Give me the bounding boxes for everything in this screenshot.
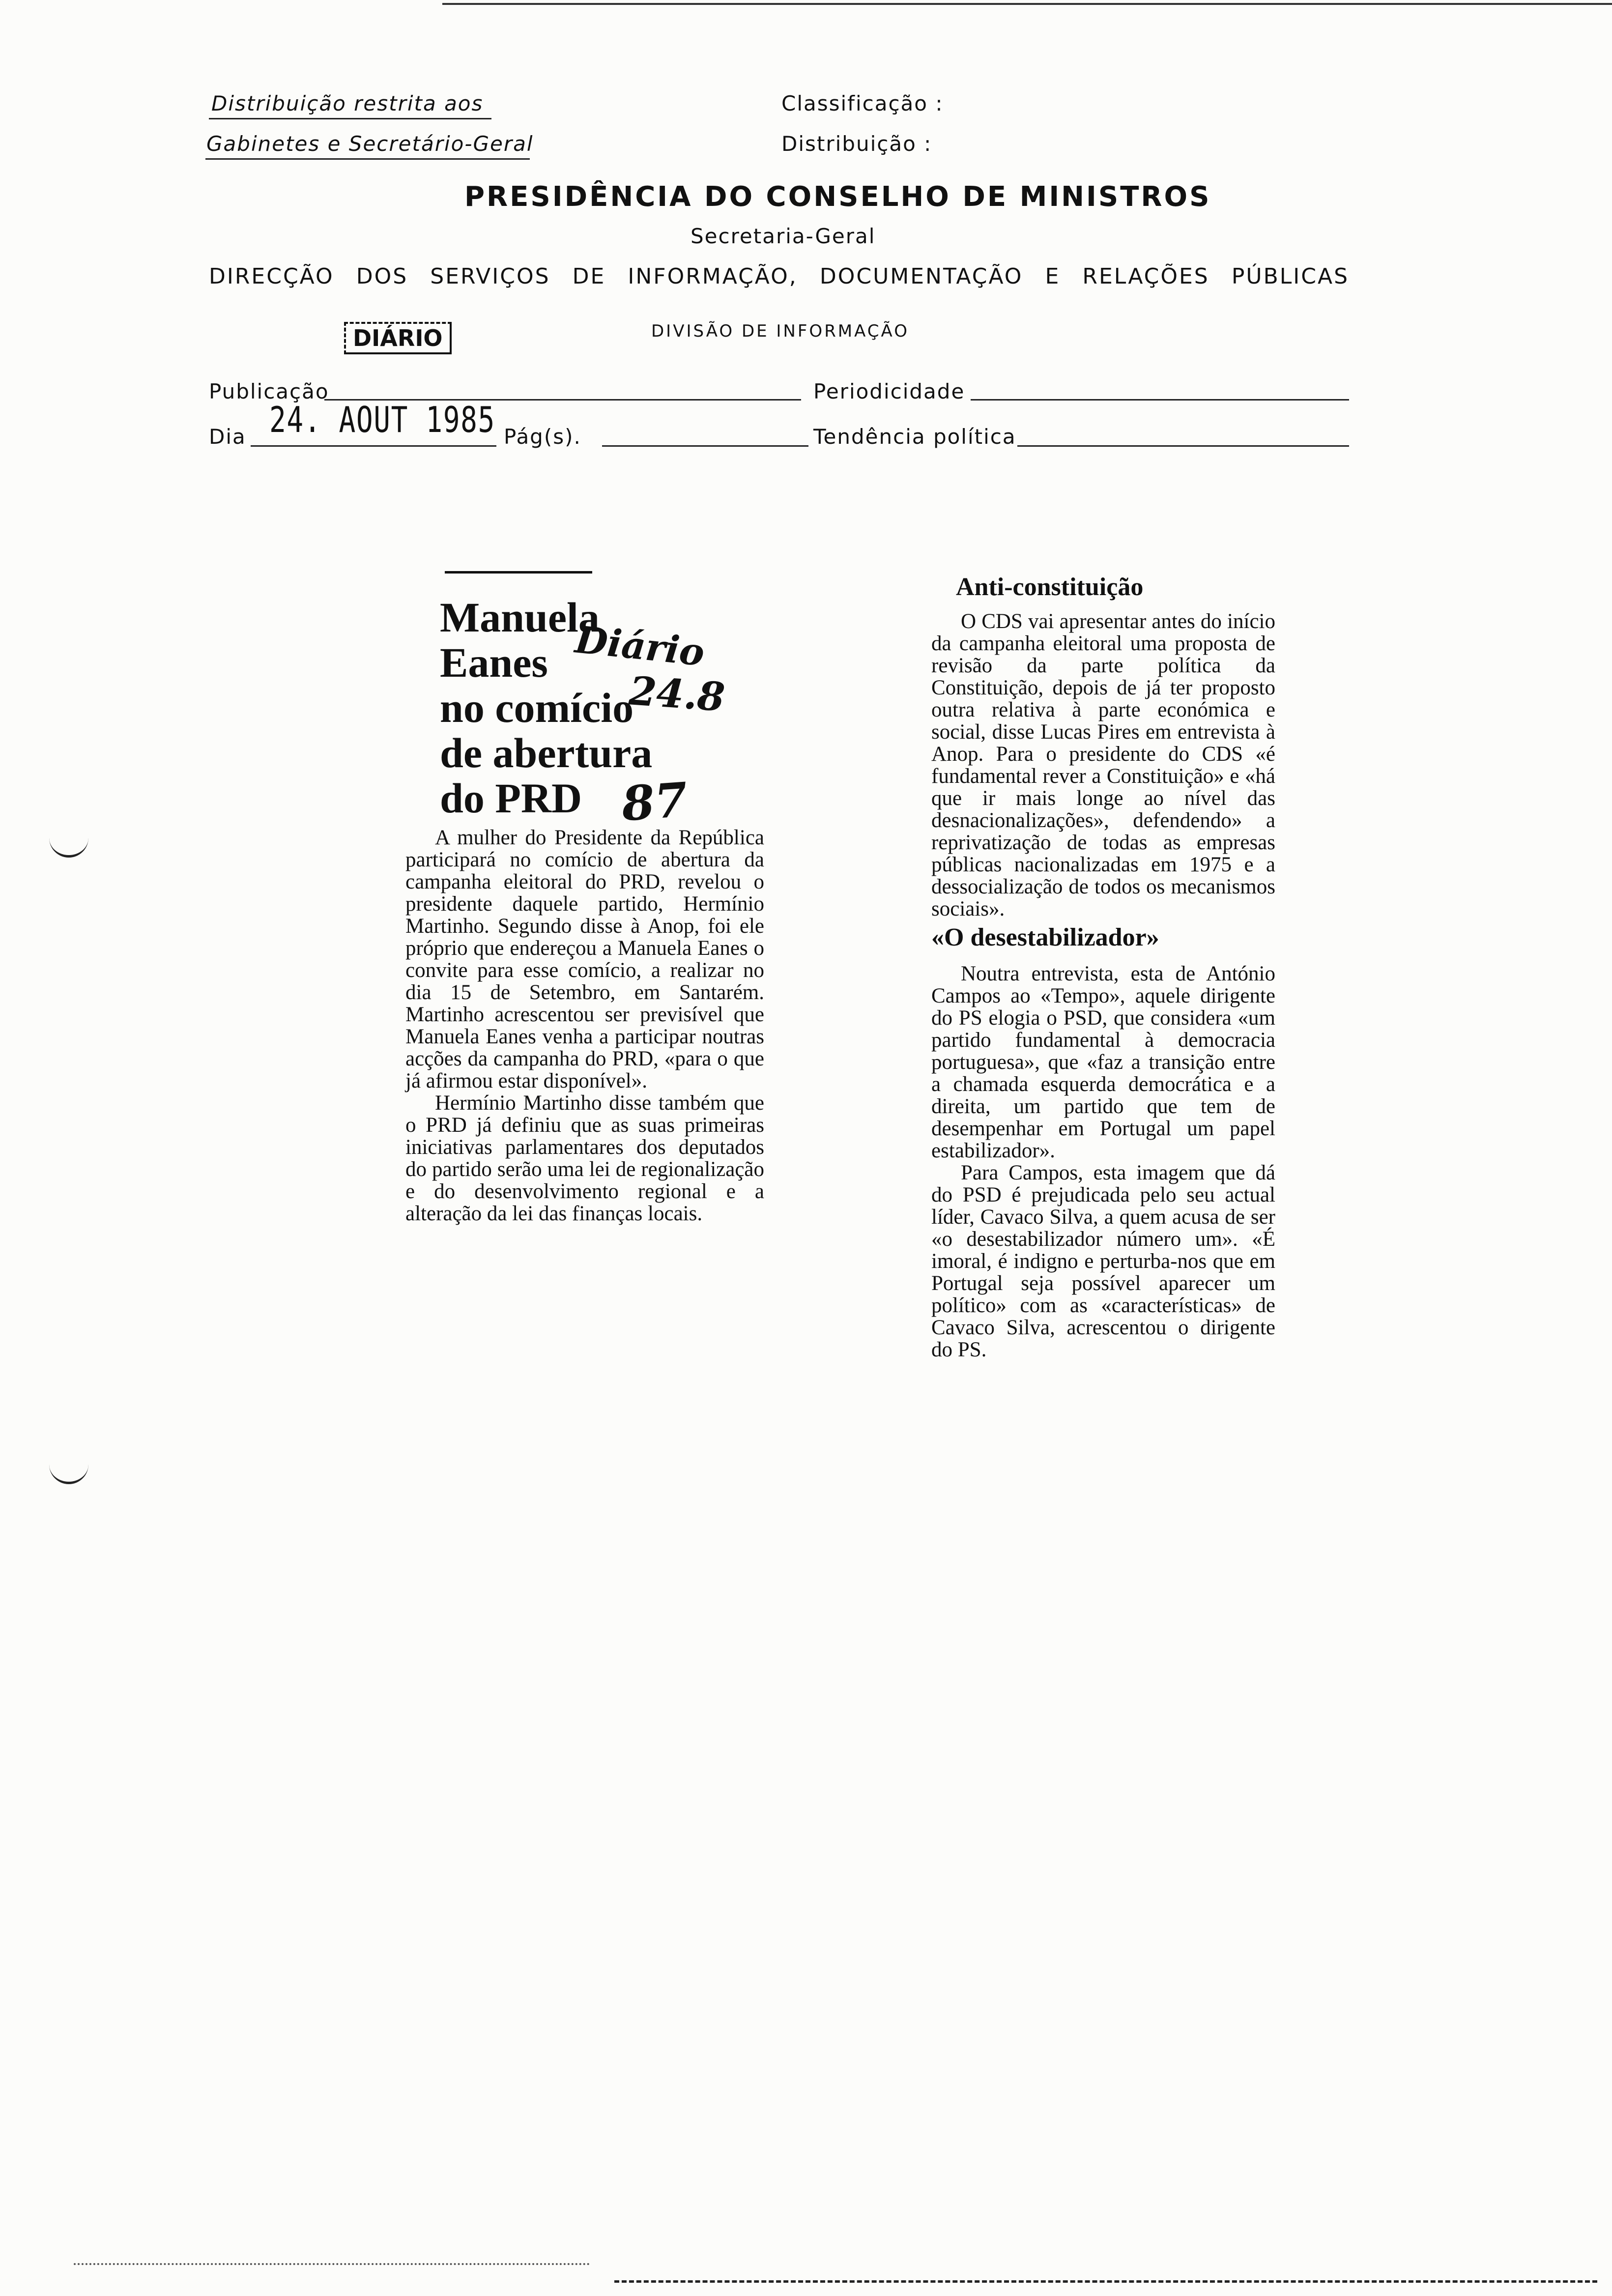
headline-line-3: no comício xyxy=(440,684,634,731)
distribution-underline-1 xyxy=(209,118,491,119)
pages-label: Pág(s). xyxy=(504,425,581,449)
handwritten-year: 87 xyxy=(620,772,690,832)
right-body-1 xyxy=(931,610,1275,920)
right-paragraph-3: Para Campos, esta imagem que dá do PSD é prejudicada pelo seu actual líder, Cavaco Silva, a quem acusa de ser «o desestabilizador número um». «É imoral, é indigno e perturba-nos que em Portugal seja possível aparecer um político» com as «características» de Cavaco Silva, acrescentou o dirigente do PS. xyxy=(931,1161,1275,1361)
periodicity-label: Periodicidade xyxy=(813,379,965,403)
publication-label: Publicação xyxy=(209,379,329,403)
heading-anti-constituicao: Anti-constituição xyxy=(956,573,1144,601)
hole-punch-mark-2 xyxy=(49,1462,88,1484)
day-label: Dia xyxy=(209,425,246,449)
division-title: DIVISÃO DE INFORMAÇÃO xyxy=(651,321,909,341)
handwritten-date: 24.8 xyxy=(627,667,726,720)
presidency-title: PRESIDÊNCIA DO CONSELHO DE MINISTROS xyxy=(464,181,1211,213)
diario-stamp: DIÁRIO xyxy=(344,322,452,354)
left-paragraph-2: Hermínio Martinho disse também que o PRD já definiu que as suas primeiras iniciativas parlamentares dos deputados do partido serão uma lei de regionalização e do desenvolvimento regional e a alteração da lei das finanças locais. xyxy=(405,1091,764,1225)
directorate-title: DIRECÇÃO DOS SERVIÇOS DE INFORMAÇÃO, DOCUMENTAÇÃO E RELAÇÕES PÚBLICAS xyxy=(209,264,1349,289)
pages-field xyxy=(602,445,808,447)
handwritten-source: Diário xyxy=(573,617,707,675)
periodicity-field xyxy=(971,399,1349,401)
bottom-dotted-line-left xyxy=(74,2263,590,2265)
distribution-label: Distribuição : xyxy=(781,132,932,156)
left-paragraph-1: A mulher do Presidente da República participará no comício de abertura da campanha eleitoral do PRD, revelou o presidente daquele partido, Hermínio Martinho. Segundo disse à Anop, foi ele próprio que endereçou a Manuela Eanes o convite para esse comício, a realizar no dia 15 de Setembro, em Santarém. Martinho acrescentou ser previsível que Manuela Eanes venha a participar noutras acções da campanha do PRD, «para o que já afirmou estar disponível». xyxy=(405,826,764,1092)
right-body-2 xyxy=(931,963,1275,1361)
headline-line-2: Eanes xyxy=(440,639,548,686)
day-field xyxy=(251,445,496,447)
scan-edge-line xyxy=(442,3,1612,5)
right-paragraph-1: O CDS vai apresentar antes do início da campanha eleitoral uma proposta de revisão da parte política da Constituição, depois de já ter proposto outra relativa à parte económica e social, disse Lucas Pires em entrevista à Anop. Para o presidente do CDS «é fundamental rever a Constituição» e «há que ir mais longe ao nível das desnacionalizações», defendendo» a reprivatização de todas as empresas públicas nacionalizadas em 1975 e a dessocialização de todos os mecanismos sociais». xyxy=(931,610,1275,920)
tendency-field xyxy=(1017,445,1349,447)
headline-line-4: de abertura xyxy=(440,729,653,776)
classification-label: Classificação : xyxy=(781,91,944,115)
right-article xyxy=(931,573,1275,1361)
left-article-rule xyxy=(445,571,592,574)
distribution-restricted-line1: Distribuição restrita aos xyxy=(211,91,484,115)
heading-desestabilizador: «O desestabilizador» xyxy=(931,923,1159,951)
distribution-underline-2 xyxy=(205,158,530,160)
headline-line-5: do PRD xyxy=(440,775,582,822)
secretariat-title: Secretaria-Geral xyxy=(691,224,876,248)
hole-punch-mark-1 xyxy=(49,835,88,858)
headline-line-1: Manuela xyxy=(440,594,600,641)
tendency-label: Tendência política xyxy=(813,425,1016,449)
left-article-body xyxy=(405,827,764,1225)
distribution-restricted-line2: Gabinetes e Secretário-Geral xyxy=(206,132,534,156)
bottom-dashed-line-right xyxy=(614,2280,1597,2283)
right-paragraph-2: Noutra entrevista, esta de António Campos ao «Tempo», aquele dirigente do PS elogia o PSD, que considera «um partido fundamental à democracia portuguesa», que «faz a transição entre a chamada esquerda democrática e a direita, um partido que tem de desempenhar em Portugal um papel estabilizador». xyxy=(931,962,1275,1162)
date-stamp: 24. AOUT 1985 xyxy=(269,399,495,440)
